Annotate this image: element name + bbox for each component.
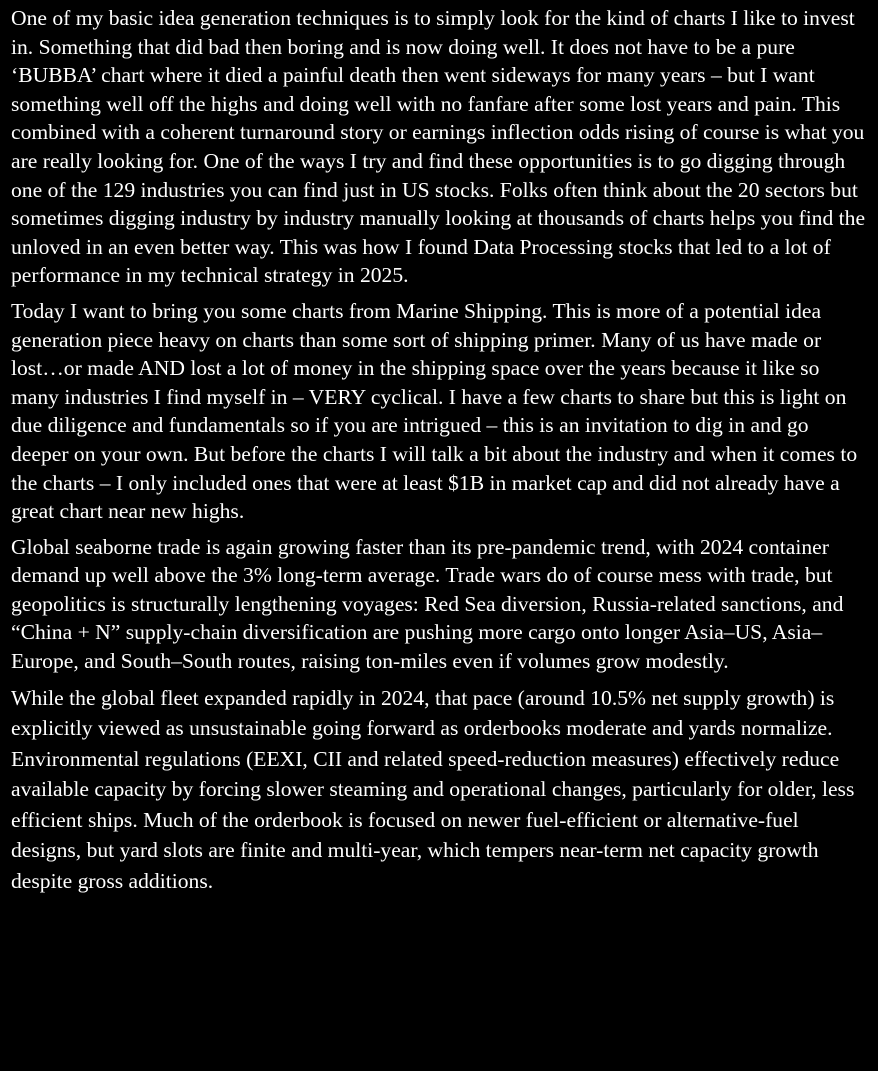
paragraph-marine-shipping-intro: Today I want to bring you some charts from Marine Shipping. This is more of a potential idea generation piece heavy on charts than some sort of shipping primer. Many of us have made or lost…or made AND lost a lot of money in the shipping space over the years because it like so many industries I find myself in – VERY cyclical. I have a few charts to share but this is light on due diligence and fundamentals so if you are intrigued – this is an invitation to dig in and go deeper on your own. But before the charts I will talk a bit about the industry and when it comes to the charts – I only included ones that were at least $1B in market cap and did not already have a great chart near new highs.	[11, 298, 858, 524]
paragraph-idea-generation: One of my basic idea generation techniques is to simply look for the kind of charts I like to invest in. Something that did bad then boring and is now doing well. It does not have to be a pure ‘BUBBA’ chart where it died a painful death then went sideways for many years – but I want something well off the highs and doing well with no fanfare after some lost years and pain. This combined with a coherent turnaround story or earnings inflection odds rising of course is what you are really looking for. One of the ways I try and find these opportunities is to go digging through one of the 129 industries you can find just in US stocks. Folks often think about the 20 sectors but sometimes digging industry by industry manually looking at thousands of charts helps you find the unloved in an even better way. This was how I found Data Processing stocks that led to a lot of performance in my technical strategy in 2025.	[11, 6, 866, 288]
paragraph-seaborne-trade: Global seaborne trade is again growing faster than its pre-pandemic trend, with 2024 container demand up well above the 3% long-term average. Trade wars do of course mess with trade, but geopolitics is structurally lengthening voyages: Red Sea diversion, Russia-related sanctions, and “China + N” supply-chain diversification are pushing more cargo onto longer Asia–US, Asia–Europe, and South–South routes, raising ton-miles even if volumes grow modestly.	[11, 534, 844, 674]
paragraph-fleet-supply: While the global fleet expanded rapidly in 2024, that pace (around 10.5% net supply growth) is explicitly viewed as unsustainable going forward as orderbooks moderate and yards normalize. Environmental regulations (EEXI, CII and related speed-reduction measures) effectively reduce available capacity by forcing slower steaming and operational changes, particularly for older, less efficient ships. Much of the orderbook is focused on newer fuel-efficient or alternative-fuel designs, but yard slots are finite and multi-year, which tempers near-term net capacity growth despite gross additions.	[11, 685, 855, 893]
